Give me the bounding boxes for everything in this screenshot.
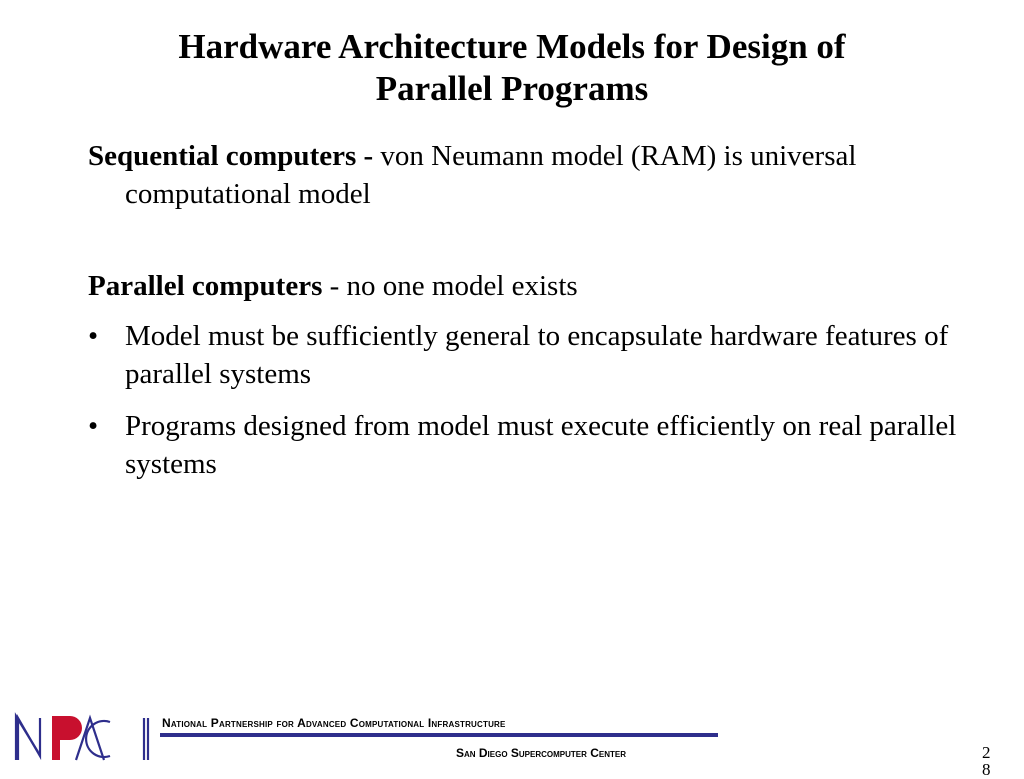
title-line-2: Parallel Programs <box>375 69 649 108</box>
bullet-dot: • <box>88 410 99 442</box>
logo-text: NPACI <box>86 758 89 759</box>
npaci-logo <box>14 712 158 762</box>
footer-divider <box>160 733 718 737</box>
slide-title <box>0 26 1024 110</box>
bullet-text: Model must be sufficiently general to encapsulate hardware features of parallel systems <box>125 320 949 390</box>
footer-center-name: San Diego Supercomputer Center <box>456 746 627 760</box>
sequential-computers-term: Sequential computers - <box>88 140 381 172</box>
bullet-text: Programs designed from model must execute efficiently on real parallel systems <box>125 410 957 480</box>
parallel-computers-text: - no one model exists <box>322 270 578 302</box>
sequential-computers-paragraph <box>88 137 1005 213</box>
bullet-dot: • <box>88 320 99 352</box>
footer-org-name: National Partnership for Advanced Computational Infrastructure <box>162 716 506 730</box>
bullet-item <box>88 317 968 393</box>
bullet-item <box>88 407 968 483</box>
parallel-computers-paragraph <box>88 267 968 305</box>
title-line-1: Hardware Architecture Models for Design of <box>178 27 846 66</box>
sequential-computers-text: von Neumann model (RAM) is universal computational model <box>125 140 857 210</box>
parallel-computers-term: Parallel computers <box>88 270 323 302</box>
slide-number: 28 <box>982 743 991 779</box>
